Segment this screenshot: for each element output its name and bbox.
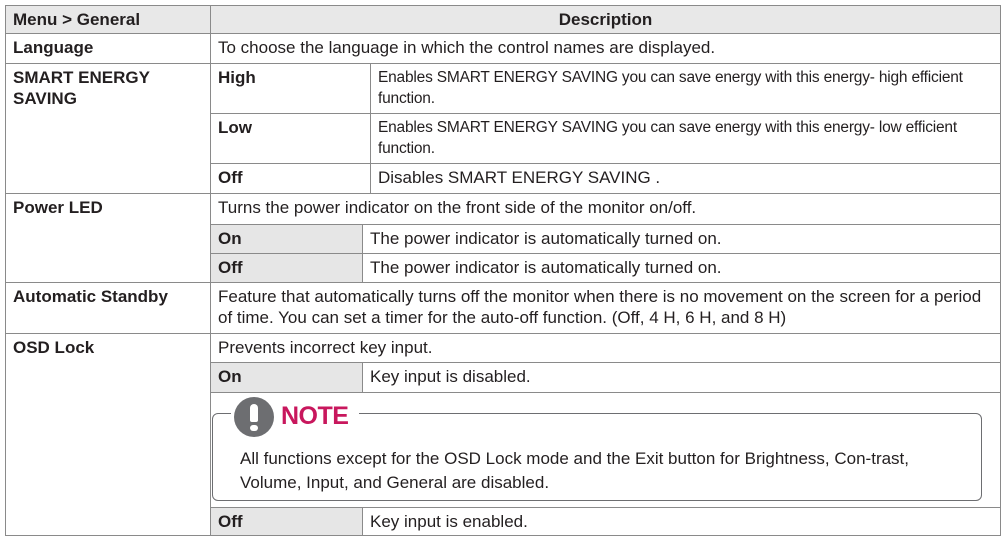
option-desc-off: Key input is enabled.	[362, 507, 1001, 536]
row-desc-power-led: Turns the power indicator on the front side of the monitor on/off.	[210, 193, 1001, 225]
row-label-smart-energy: SMART ENERGY SAVING	[5, 63, 211, 194]
row-label-language: Language	[5, 33, 211, 64]
option-label-off: Off	[210, 253, 363, 283]
exclamation-dot	[250, 425, 258, 431]
option-label-high: High	[210, 63, 371, 114]
option-desc-off: The power indicator is automatically turned on.	[362, 253, 1001, 283]
option-label-low: Low	[210, 113, 371, 164]
row-desc-auto-standby: Feature that automatically turns off the monitor when there is no movement on the screen for a period of time. You can set a timer for the auto-off function. (Off, 4 H, 6 H, and 8 H)	[210, 282, 1001, 334]
row-label-auto-standby: Automatic Standby	[5, 282, 211, 334]
row-label-power-led: Power LED	[5, 193, 211, 283]
exclamation-circle-icon	[234, 397, 274, 437]
row-desc-language: To choose the language in which the control names are displayed.	[210, 33, 1001, 64]
option-label-on: On	[210, 224, 363, 254]
option-label-on: On	[210, 362, 363, 393]
option-desc-high: Enables SMART ENERGY SAVING you can save energy with this energy- high efficient function.	[370, 63, 1001, 114]
option-desc-on: Key input is disabled.	[362, 362, 1001, 393]
option-label-off: Off	[210, 163, 371, 194]
note-title: NOTE	[281, 402, 349, 430]
option-desc-off: Disables SMART ENERGY SAVING .	[370, 163, 1001, 194]
exclamation-bar	[250, 404, 258, 422]
option-label-off: Off	[210, 507, 363, 536]
note-text: All functions except for the OSD Lock mode and the Exit button for Brightness, Con-trast, Volume, Input, and General are disabled.	[240, 449, 910, 492]
option-desc-on: The power indicator is automatically turned on.	[362, 224, 1001, 254]
row-label-osd-lock: OSD Lock	[5, 333, 211, 536]
row-desc-osd-lock: Prevents incorrect key input.	[210, 333, 1001, 363]
header-description: Description	[210, 5, 1001, 34]
option-desc-low: Enables SMART ENERGY SAVING you can save energy with this energy- low efficient function.	[370, 113, 1001, 164]
header-menu: Menu > General	[5, 5, 211, 34]
